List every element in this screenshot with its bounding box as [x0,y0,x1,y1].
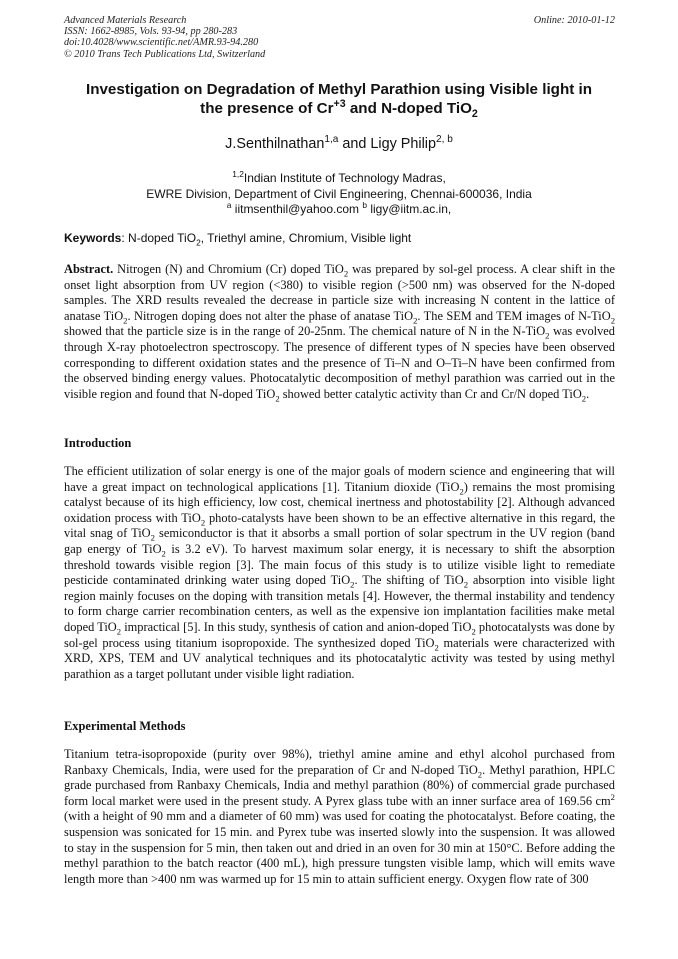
email-line: $^a$ iitmsenthil@yahoo.com $^b$ ligy@iitm.ac.in, [226,200,452,216]
online-date: Online: 2010-01-12 [533,15,615,26]
paper-title [40,81,638,118]
title-line-1: Investigation on Degradation of Methyl Parathion using Visible light in [85,81,592,98]
abstract-paragraph: Abstract. Nitrogen (N) and Chromium (Cr) doped TiO$_2$ was prepared by sol-gel process. A clear shift in the onset light absorption from UV region (<380) to visible region (>500 nm) was observed for the N-doped samples. The XRD results revealed the decrease in particle size with increasing N content in the lattice of anatase TiO$_2$. Nitrogen doping does not alter the phase of anatase TiO$_2$. The SEM and TEM images of N-TiO$_2$ showed that the particle size is in the range of 20-25nm. The chemical nature of N in the N-TiO$_2$ was evolved through X-ray photoelectron spectroscopy. The presence of different types of N species have been observed corresponding to different oxidation states and the presence of Ti–N and O–Ti–N have been confirmed from the observed binding energy values. Photocatalytic decomposition of methyl parathion was carried out in the visible region and found that N-doped TiO$_2$ showed better catalytic activity than Cr and Cr/N doped TiO$_2$. [64,262,616,404]
copyright-line: © 2010 Trans Tech Publications Ltd, Switzerland [64,48,266,60]
affiliation-line-2: EWRE Division, Department of Civil Engineering, Chennai-600036, India [146,186,532,201]
introduction-paragraph: The efficient utilization of solar energy is one of the major goals of modern science and engineering that will have a great impact on technological applications [1]. Titanium dioxide (TiO$_2$) remains the most promising catalyst because of its high efficiency, low cost, chemical inertness and photostability [2]. Although advanced oxidation process with TiO$_2$ photo-catalysts have been shown to be an effective alternative in this regard, the vital snag of TiO$_2$ semiconductor is that it absorbs a small portion of solar spectrum in the UV region (band gap energy of TiO$_2$ is 3.2 eV). To harvest maximum solar energy, it is necessary to shift the absorption threshold towards visible region [3]. The main focus of this study is to utilize visible light to remediate pesticide contaminated drinking water using doped TiO$_2$. The shifting of TiO$_2$ absorption into visible light region mainly focuses on the doping with transition metals [4]. However, the thermal instability and tendency to form charge carrier recombination centers, as well as the expensive ion implantation facilities make metal doped TiO$_2$ impractical [5]. In this study, synthesis of cation and anion-doped TiO$_2$ photocatalysts was done by sol-gel process using titanium isopropoxide. The synthesized doped TiO$_2$ materials were characterized with XRD, XPS, TEM and UV analytical techniques and its photocatalytic activity was tested by using methyl parathion as a target pollutant under visible light radiation. [64,464,615,681]
experimental-paragraph: Titanium tetra-isopropoxide (purity over 98%), triethyl amine amine and ethyl alcohol purchased from Ranbaxy Chemicals, India, were used for the preparation of Cr and N-doped TiO$_2$. Methyl parathion, HPLC grade purchased from Ranbaxy Chemicals, India and methyl parathion (80%) of commercial grade purchased form local market were used in the present study. A Pyrex glass tube with an inner surface area of 169.56 $cm^2$ (with a height of 90 mm and a diameter of 60 mm) was used for coating the photocatalyst. Before coating, the suspension was sonicated for 15 min. and Pyrex tube was inserted slowly into the suspension. It was allowed to stay in the suspension for 5 min, then taken out and dried in an oven for 30 min at 150°C. Before adding the methyl parathion to the batch reactor (400 mL), high pressure tungsten visible lamp, which will emits wave length more than >400 nm was warmed up for 15 min to attain sufficient energy. Oxygen flow rate of 300 [64,747,615,886]
affiliation-line-1: $^{1,2}$Indian Institute of Technology Madras, [232,169,446,185]
author-list: J.Senthilnathan$^{1,a}$ and Ligy Philip$^{2, b}$ [225,134,453,152]
affiliation-block [40,171,638,218]
experimental-heading: Experimental Methods [64,719,186,733]
introduction-heading: Introduction [64,436,132,450]
journal-header [64,15,265,60]
abstract-label: Abstract. [64,262,114,276]
doi-line: doi:10.4028/www.scientific.net/AMR.93-94.280 [64,37,259,49]
issn-line: ISSN: 1662-8985, Vols. 93-94, pp 280-283 [64,26,238,38]
keywords-line: Keywords: N-doped TiO$_2$, Triethyl amine, Chromium, Visible light [64,231,412,248]
journal-name: Advanced Materials Research [64,15,187,26]
title-line-2: the presence of $Cr^{+3}$ and N-doped TiO$_2$ [200,97,478,120]
keywords-label: Keywords [64,231,122,245]
